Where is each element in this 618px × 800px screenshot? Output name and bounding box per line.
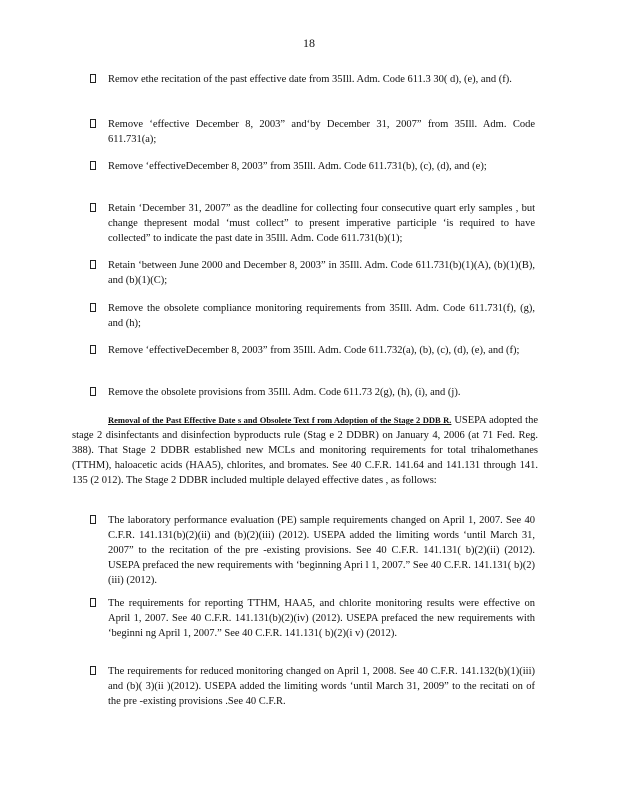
list-item-text: The requirements for reduced monitoring changed on April 1, 2008. See 40 C.F.R. 141.132(b)(1)(iii) and (b)( 3)(ii )(2012). USEPA added the limiting words ‘until March 31, 2009” to the recitati on of the pre -existing provisions .See 40 C.F.R. <box>108 666 535 707</box>
checkbox-bullet-icon <box>90 515 96 524</box>
checkbox-bullet-icon <box>90 666 96 675</box>
list-item-text: Remove the obsolete compliance monitoring requirements from 35Ill. Adm. Code 611.731(f), (g), and (h); <box>108 303 535 329</box>
list-item-text: Remove ‘effectiveDecember 8, 2003” from 35Ill. Adm. Code 611.732(a), (b), (c), (d), (e), and (f); <box>108 345 520 356</box>
section-heading <box>72 415 451 425</box>
checkbox-bullet-icon <box>90 161 96 170</box>
list-item-text: The requirements for reporting TTHM, HAA5, and chlorite monitoring results were effective on April 1, 2007. See 40 C.F.R. 141.131(b)(2)(iv) (2012). USEPA prefaced the new requirements with ‘beginni ng April 1, 2007.” See 40 C.F.R. 141.131( b)(2)(i v) (2012). <box>108 598 535 639</box>
checkbox-bullet-icon <box>90 303 96 312</box>
section-paragraph <box>72 413 538 488</box>
list-item <box>90 72 535 87</box>
list-item <box>90 159 535 174</box>
checkbox-bullet-icon <box>90 203 96 212</box>
checkbox-bullet-icon <box>90 260 96 269</box>
list-item-text: The laboratory performance evaluation (PE) sample requirements changed on April 1, 2007. See 40 C.F.R. 141.131(b)(2)(ii) and (b)(2)(iii) (2012). USEPA added the limiting words ‘until March 31, 2007” to the recitation of the pre -existing provisions. See 40 C.F.R. 141.131( b)(2)(ii) (2012). USEPA prefaced the new requirements with ‘beginning Apri l 1, 2007.” See 40 C.F.R. 141.131( b)(2)(iii) (2012). <box>108 515 535 586</box>
checkbox-bullet-icon <box>90 387 96 396</box>
checkbox-bullet-icon <box>90 119 96 128</box>
checkbox-bullet-icon <box>90 598 96 607</box>
list-item <box>90 117 535 147</box>
list-item <box>90 301 535 331</box>
page-number: 18 <box>303 36 315 50</box>
section-body: USEPA adopted the stage 2 disinfectants and disinfection byproducts rule (Stag e 2 DDBR) on January 4, 2006 (at 71 Fed. Reg. 388). That Stage 2 DDBR established new MCLs and monitoring requirements for total trihalomethanes (TTHM), haloacetic acids (HAA5), chlorites, and bromates. See 40 C.F.R. 141.64 and 141.131 through 141. 135 (2 012). The Stage 2 DDBR included multiple delayed effective dates , as follows: <box>72 415 539 486</box>
list-item <box>90 343 535 358</box>
list-item <box>90 258 535 288</box>
list-item-text: Remove ‘effective December 8, 2003” and‘by December 31, 2007” from 35Ill. Adm. Code 611.731(a); <box>108 119 535 145</box>
list-item <box>90 513 535 588</box>
checkbox-bullet-icon <box>90 345 96 354</box>
list-item <box>90 385 535 400</box>
list-item-text: Retain ‘between June 2000 and December 8, 2003” in 35Ill. Adm. Code 611.731(b)(1)(A), (b)(1)(B), and (b)(1)(C); <box>108 260 535 286</box>
list-item-text: Remove ‘effectiveDecember 8, 2003” from 35Ill. Adm. Code 611.731(b), (c), (d), and (e); <box>108 161 487 172</box>
section-heading-text: Removal of the Past Effective Date s and Obsolete Text f rom Adoption of the Stage 2 DDB R. <box>108 415 452 425</box>
list-item <box>90 201 535 246</box>
list-item <box>90 596 535 641</box>
list-item <box>90 664 535 709</box>
checkbox-bullet-icon <box>90 74 96 83</box>
list-item-text: Retain ‘December 31, 2007” as the deadline for collecting four consecutive quart erly samples , but change thepresent modal ‘must collect” to present imperative participle ‘is required to have collected” to indicate the past date in 35Ill. Adm. Code 611.731(b)(1); <box>108 203 535 244</box>
list-item-text: Remov ethe recitation of the past effective date from 35Ill. Adm. Code 611.3 30( d), (e), and (f). <box>108 74 512 85</box>
list-item-text: Remove the obsolete provisions from 35Ill. Adm. Code 611.73 2(g), (h), (i), and (j). <box>108 387 461 398</box>
